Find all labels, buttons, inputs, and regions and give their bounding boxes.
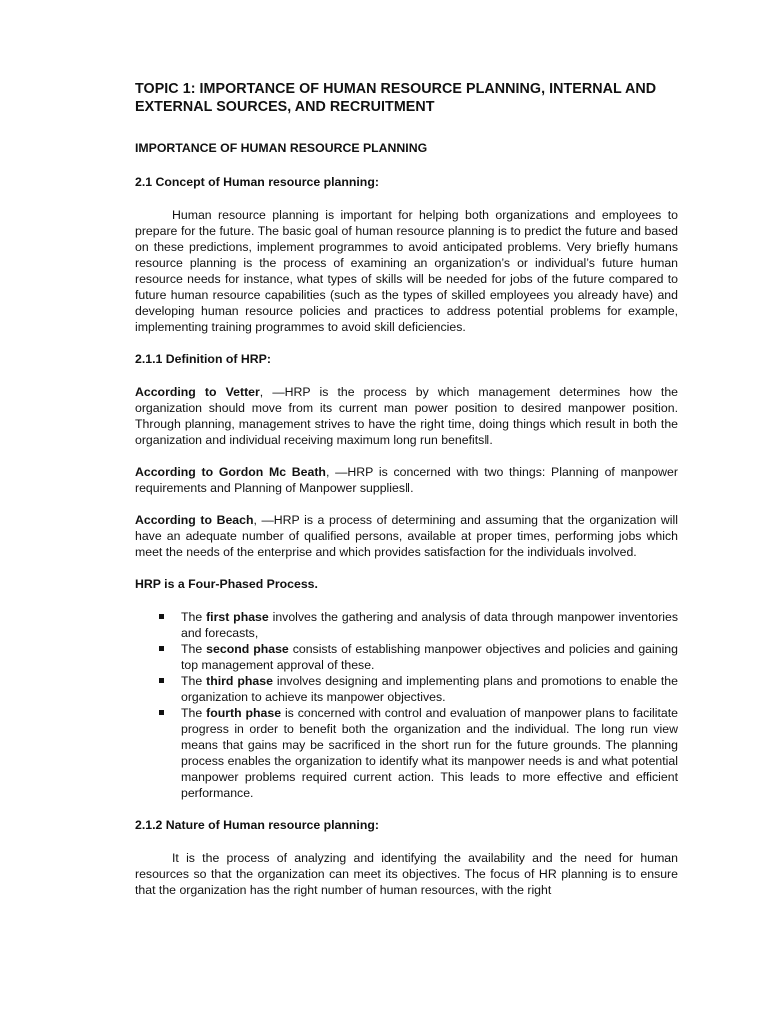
phase-name: first phase: [206, 610, 269, 624]
phase-name: third phase: [206, 674, 273, 688]
nature-paragraph: It is the process of analyzing and identifying the availability and the need for human resources so that the organization can meet its objectives. The focus of HR planning is to ensure that the organization has the right number of human resources, with the right: [135, 851, 678, 897]
section-heading: IMPORTANCE OF HUMAN RESOURCE PLANNING: [135, 141, 428, 155]
list-item: [135, 609, 678, 641]
definition-beach: [135, 512, 678, 560]
definition-heading: 2.1.1 Definition of HRP:: [135, 352, 271, 366]
phase-text: involves designing and implementing plans and promotions to enable the organization to achieve its manpower objectives.: [181, 674, 678, 704]
definition-text: , ―HRP is a process of determining and assuming that the organization will have an adequate number of qualified persons, available at proper times, performing jobs which meet the needs of the enterprise and which provides satisfaction for the individuals involved.: [135, 513, 678, 559]
phase-prefix: The: [181, 706, 207, 720]
phase-text: involves the gathering and analysis of data through manpower inventories and forecasts,: [181, 610, 679, 640]
document-title: TOPIC 1: IMPORTANCE OF HUMAN RESOURCE PLANNING, INTERNAL AND EXTERNAL SOURCES, AND RECRUITMENT: [135, 81, 657, 115]
phase-text: is concerned with control and evaluation of manpower plans to facilitate progress in order to benefit both the organization and the individual. The long run view means that gains may be sacrificed in the short run for the future grounds. The planning process enables the organization to identify what its manpower needs is and what potential manpower problems required current action. This leads to more effective and efficient performance.: [181, 706, 678, 800]
square-bullet-icon: [159, 646, 164, 651]
list-item: [135, 705, 678, 801]
concept-paragraph: Human resource planning is important for helping both organizations and employees to prepare for the future. The basic goal of human resource planning is to predict the future and based on these predictions, implement programmes to avoid anticipated problems. Very briefly humans resource planning is the process of examining an organization’s or individual’s future human resource needs for instance, what types of skills will be needed for jobs of the future compared to future human resource capabilities (such as the types of skilled employees you already have) and developing human resource policies and practices to address potential problems for example, implementing training programmes to avoid skill deficiencies.: [135, 208, 678, 334]
phase-name: second phase: [206, 642, 289, 656]
square-bullet-icon: [159, 678, 164, 683]
definition-text: , ―HRP is the process by which management determines how the organization should move from its current man power position to desired manpower position. Through planning, management strives to have the right time, doing things which result in both the organization and individual receiving maximum long run benefits‖.: [135, 385, 678, 447]
phase-prefix: The: [181, 610, 207, 624]
list-item: [135, 641, 678, 673]
list-item: [135, 673, 678, 705]
document-page: [135, 80, 678, 914]
definition-gordon-mc-beath: [135, 464, 678, 496]
square-bullet-icon: [159, 710, 164, 715]
phase-text: consists of establishing manpower objectives and policies and gaining top management approval of these.: [181, 642, 678, 672]
phases-list: [135, 609, 678, 801]
phase-prefix: The: [181, 642, 207, 656]
definition-author: According to Vetter: [135, 385, 260, 399]
definition-text: , ―HRP is concerned with two things: Planning of manpower requirements and Planning of Manpower supplies‖.: [135, 465, 678, 495]
phases-heading: HRP is a Four-Phased Process.: [135, 577, 318, 591]
definition-author: According to Gordon Mc Beath: [135, 465, 326, 479]
definition-author: According to Beach: [135, 513, 254, 527]
nature-heading: 2.1.2 Nature of Human resource planning:: [135, 818, 379, 832]
square-bullet-icon: [159, 614, 164, 619]
concept-heading: 2.1 Concept of Human resource planning:: [135, 175, 379, 189]
phase-prefix: The: [181, 674, 207, 688]
definition-vetter: [135, 384, 678, 448]
phase-name: fourth phase: [206, 706, 282, 720]
